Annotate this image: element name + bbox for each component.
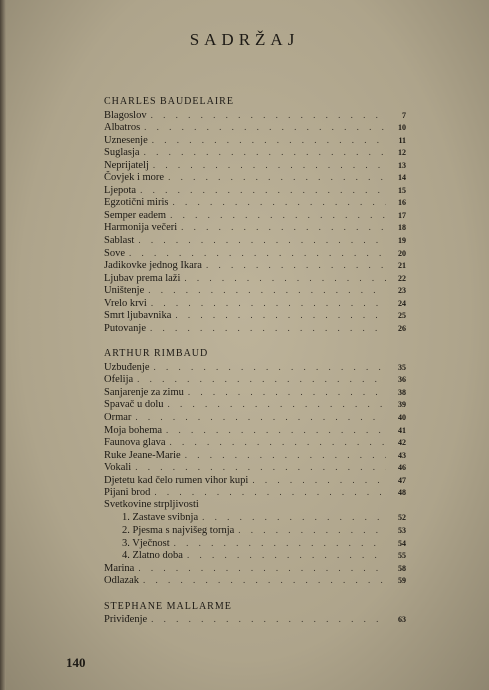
entry-page-number: 19 [398,235,406,245]
entry-title: Albatros [104,122,141,134]
dot-leader [151,297,386,310]
dot-leader [238,524,386,537]
toc-entry [104,474,406,487]
dot-leader [151,109,386,122]
toc-entry [104,511,406,524]
entry-title: Pijani brod [104,487,151,499]
dot-leader [140,184,386,197]
dot-leader [135,411,386,424]
entry-title: Suglasja [104,147,140,159]
dot-leader [175,309,386,322]
toc-entry [104,613,406,626]
dot-leader [138,234,386,247]
entry-title: Priviđenje [104,614,148,626]
entry-page-number: 55 [398,551,406,561]
entry-title: Vrelo krvi [104,297,147,309]
dot-leader [135,461,386,474]
toc-entry [104,309,406,322]
toc-entry [104,134,406,147]
entry-page-number: 43 [398,450,406,460]
entry-page-number: 36 [398,375,406,385]
entry-page-number: 39 [398,400,406,410]
entry-page-number: 12 [398,148,406,158]
dot-leader [172,196,386,209]
toc-entry [104,209,406,222]
dot-leader [184,272,386,285]
dot-leader [168,398,387,411]
entry-page-number: 15 [398,185,406,195]
entry-page-number: 53 [398,525,406,535]
table-of-contents [104,96,406,640]
entry-title: Moja bohema [104,424,163,436]
toc-entry [104,146,406,159]
entry-page-number: 42 [398,438,406,448]
toc-entry [104,436,406,449]
entry-title: Blagoslov [104,109,147,121]
toc-entry [104,221,406,234]
entry-title: Djetetu kad čelo rumen vihor kupi [104,474,249,486]
entry-title: Sove [104,247,125,259]
entry-title: 2. Pjesma s najvišeg tornja [122,524,235,536]
entry-page-number: 14 [398,173,406,183]
entry-page-number: 21 [398,261,406,271]
entry-title: Ofelija [104,374,134,386]
toc-entry [104,196,406,209]
entry-title: Sablast [104,234,135,246]
entry-page-number: 20 [398,248,406,258]
toc-entry [104,562,406,575]
entry-page-number: 23 [398,286,406,296]
toc-entry [104,259,406,272]
toc-entry [104,121,406,134]
book-spine-shadow [0,0,6,690]
toc-entry [104,109,406,122]
dot-leader [170,436,386,449]
entry-page-number: 7 [402,110,406,120]
entry-page-number: 26 [398,323,406,333]
toc-entry [104,234,406,247]
toc-entry [104,386,406,399]
entry-title: 3. Vječnost [122,537,170,549]
dot-leader [154,486,386,499]
dot-leader [168,171,386,184]
toc-entry [104,284,406,297]
toc-entry [104,549,406,562]
entry-title: Čovjek i more [104,172,165,184]
entry-title: Harmonija večeri [104,222,178,234]
author-heading: ARTHUR RIMBAUD [104,348,209,360]
entry-title: Odlazak [104,575,139,587]
dot-leader [202,511,386,524]
dot-leader [187,549,386,562]
entry-page-number: 54 [398,538,406,548]
entry-page-number: 38 [398,387,406,397]
entry-page-number: 48 [398,488,406,498]
entry-title: Egzotični miris [104,197,169,209]
dot-leader [138,562,386,575]
entry-title: Neprijatelj [104,159,149,171]
entry-title: Ljepota [104,184,137,196]
dot-leader [153,159,386,172]
toc-entry [104,361,406,374]
entry-title: Svetkovine strpljivosti [104,498,199,510]
dot-leader [181,221,386,234]
entry-page-number: 25 [398,311,406,321]
toc-entry [104,398,406,411]
entry-title: 1. Zastave svibnja [122,512,199,524]
toc-entry [104,411,406,424]
toc-entry [104,461,406,474]
entry-title: Smrt ljubavnika [104,310,172,322]
entry-title: Ormar [104,412,132,424]
toc-entry [104,159,406,172]
toc-entry [104,537,406,550]
dot-leader [144,121,386,134]
entry-page-number: 47 [398,475,406,485]
dot-leader [206,259,386,272]
entry-page-number: 11 [398,135,406,145]
entry-title: Jadikovke jednog Ikara [104,260,202,272]
entry-title: Faunova glava [104,437,166,449]
toc-entry [104,574,406,587]
entry-title: Ljubav prema laži [104,272,181,284]
entry-page-number: 35 [398,362,406,372]
toc-entry [104,322,406,335]
entry-title: Sanjarenje za zimu [104,386,184,398]
entry-page-number: 18 [398,223,406,233]
entry-title: Semper eadem [104,209,167,221]
dot-leader [150,322,386,335]
entry-title: Putovanje [104,322,146,334]
dot-leader [188,386,386,399]
entry-page-number: 58 [398,563,406,573]
dot-leader [152,134,386,147]
toc-entry [104,449,406,462]
entry-page-number: 22 [398,273,406,283]
dot-leader [174,537,386,550]
entry-page-number: 41 [398,425,406,435]
dot-leader [185,449,386,462]
entry-page-number: 24 [398,298,406,308]
dot-leader [170,209,386,222]
page-number: 140 [66,655,86,670]
toc-entry [104,524,406,537]
entry-page-number: 52 [398,513,406,523]
entry-title: Vokali [104,462,132,474]
entry-title: Marina [104,562,135,574]
dot-leader [129,247,386,260]
author-heading: CHARLES BAUDELAIRE [104,96,234,107]
toc-entry [104,486,406,499]
entry-title: Uznesenje [104,134,148,146]
entry-title: Uzbuđenje [104,361,150,373]
dot-leader [252,474,386,487]
entry-page-number: 10 [398,123,406,133]
toc-entry [104,424,406,437]
dot-leader [148,284,386,297]
entry-page-number: 59 [398,576,406,586]
toc-entry [104,499,406,512]
entry-page-number: 13 [398,160,406,170]
toc-entry [104,247,406,260]
dot-leader [151,613,386,626]
entry-title: Spavač u dolu [104,399,164,411]
entry-page-number: 16 [398,198,406,208]
entry-page-number: 17 [398,210,406,220]
dot-leader [153,361,386,374]
toc-entry [104,171,406,184]
toc-entry [104,373,406,386]
entry-page-number: 63 [398,615,406,625]
dot-leader [143,574,386,587]
entry-page-number: 40 [398,413,406,423]
dot-leader [166,424,386,437]
dot-leader [144,146,386,159]
toc-entry [104,272,406,285]
toc-section [104,601,406,626]
toc-section [104,96,406,334]
entry-title: Uništenje [104,285,145,297]
author-heading: STEPHANE MALLARME [104,600,232,612]
entry-title: Ruke Jeane-Marie [104,449,181,461]
page-title: SADRŽAJ [189,30,300,49]
toc-section [104,348,406,586]
entry-title: 4. Zlatno doba [122,550,183,562]
toc-entry [104,184,406,197]
dot-leader [137,373,386,386]
toc-entry [104,297,406,310]
entry-page-number: 46 [398,463,406,473]
